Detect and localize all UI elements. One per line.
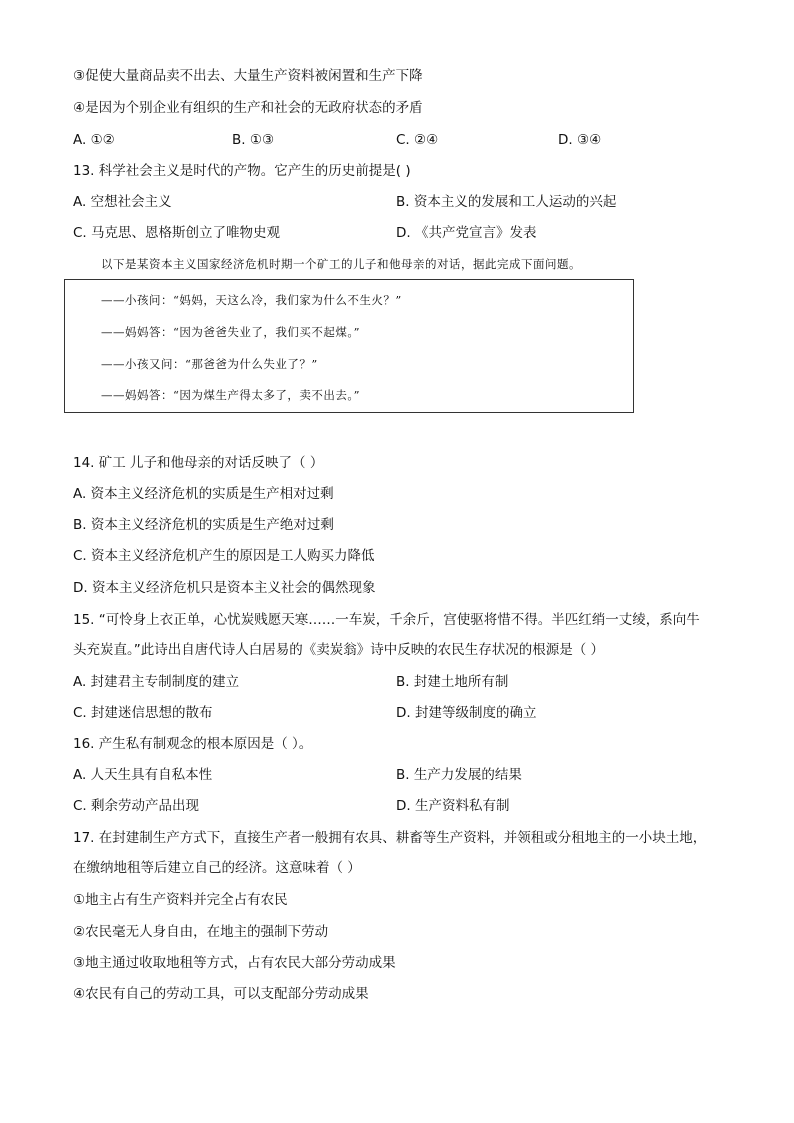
q12-option-d: D. ③④ bbox=[558, 132, 602, 148]
dialog-line: ——小孩问：“妈妈，天这么冷，我们家为什么不生火？” bbox=[101, 293, 402, 307]
q15-option-a: A. 封建君主专制制度的建立 bbox=[73, 674, 240, 690]
q12-item-4: ④是因为个别企业有组织的生产和社会的无政府状态的矛盾 bbox=[73, 100, 423, 116]
q17-item-4: ④农民有自己的劳动工具，可以支配部分劳动成果 bbox=[73, 986, 369, 1002]
q17-item-2: ②农民毫无人身自由，在地主的强制下劳动 bbox=[73, 924, 329, 940]
q12-option-b: B. ①③ bbox=[232, 132, 275, 148]
q14-stem: 14. 矿工 儿子和他母亲的对话反映了（ ） bbox=[73, 455, 324, 471]
q14-option-b: B. 资本主义经济危机的实质是生产绝对过剩 bbox=[73, 517, 334, 533]
q12-item-3: ③促使大量商品卖不出去、大量生产资料被闲置和生产下降 bbox=[73, 68, 423, 84]
dialog-box bbox=[64, 279, 634, 413]
q15-stem-line-1: 15. “可怜身上衣正单，心忧炭贱愿天寒……一车炭，千余斤，宫使驱将惜不得。半匹红绡一丈绫，系向牛 bbox=[73, 612, 700, 628]
q15-option-d: D. 封建等级制度的确立 bbox=[396, 705, 537, 721]
q15-option-c: C. 封建迷信思想的散布 bbox=[73, 705, 213, 721]
q13-option-b: B. 资本主义的发展和工人运动的兴起 bbox=[396, 194, 617, 210]
dialog-line: ——小孩又问：“那爸爸为什么失业了？” bbox=[101, 357, 318, 371]
q17-stem-line-1: 17. 在封建制生产方式下，直接生产者一般拥有农具、耕畜等生产资料，并领租或分租地主的一小块土地， bbox=[73, 830, 707, 846]
q13-option-c: C. 马克思、恩格斯创立了唯物史观 bbox=[73, 225, 281, 241]
q16-stem: 16. 产生私有制观念的根本原因是（ ）。 bbox=[73, 736, 313, 752]
q16-option-c: C. 剩余劳动产品出现 bbox=[73, 798, 200, 814]
dialog-line: ——妈妈答：“因为爸爸失业了，我们买不起煤。” bbox=[101, 325, 361, 339]
q12-option-c: C. ②④ bbox=[396, 132, 439, 148]
q13-stem: 13. 科学社会主义是时代的产物。它产生的历史前提是( ) bbox=[73, 163, 411, 179]
q15-option-b: B. 封建土地所有制 bbox=[396, 674, 509, 690]
q17-item-1: ①地主占有生产资料并完全占有农民 bbox=[73, 892, 288, 908]
q16-option-a: A. 人天生具有自私本性 bbox=[73, 767, 213, 783]
q14-option-d: D. 资本主义经济危机只是资本主义社会的偶然现象 bbox=[73, 580, 376, 596]
dialog-line: ——妈妈答：“因为煤生产得太多了，卖不出去。” bbox=[101, 388, 361, 402]
q13-option-a: A. 空想社会主义 bbox=[73, 194, 172, 210]
q15-stem-line-2: 头充炭直。”此诗出自唐代诗人白居易的《卖炭翁》诗中反映的农民生存状况的根源是（ ） bbox=[73, 642, 605, 658]
q14-option-c: C. 资本主义经济危机产生的原因是工人购买力降低 bbox=[73, 548, 375, 564]
q16-option-d: D. 生产资料私有制 bbox=[396, 798, 510, 814]
q12-option-a: A. ①② bbox=[73, 132, 115, 148]
q17-item-3: ③地主通过收取地租等方式，占有农民大部分劳动成果 bbox=[73, 955, 396, 971]
q13-option-d: D. 《共产党宣言》发表 bbox=[396, 225, 537, 241]
q16-option-b: B. 生产力发展的结果 bbox=[396, 767, 522, 783]
material-intro: 以下是某资本主义国家经济危机时期一个矿工的儿子和他母亲的对话，据此完成下面问题。 bbox=[101, 257, 581, 271]
q17-stem-line-2: 在缴纳地租等后建立自己的经济。这意味着（ ） bbox=[73, 860, 361, 876]
q14-option-a: A. 资本主义经济危机的实质是生产相对过剩 bbox=[73, 486, 334, 502]
